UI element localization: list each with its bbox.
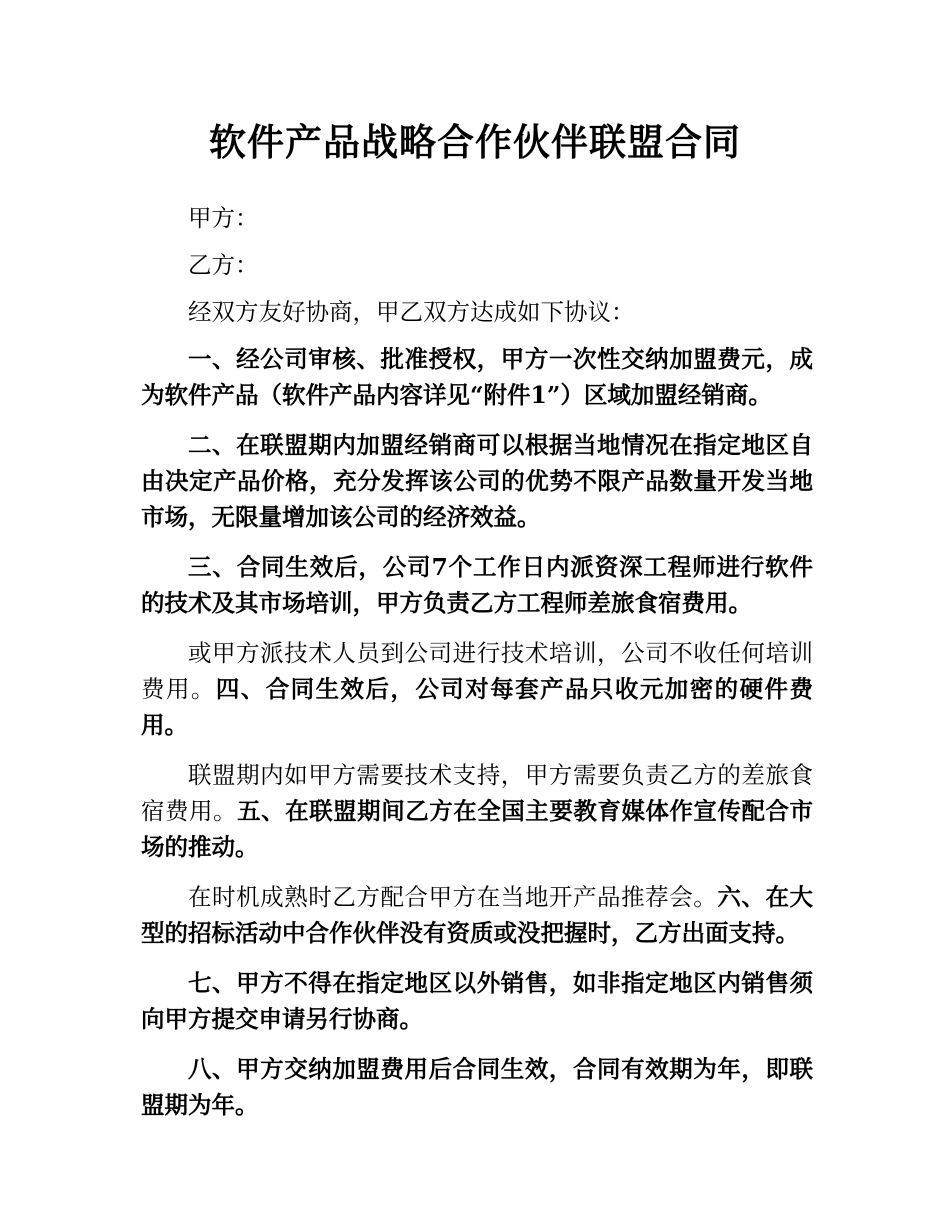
document-body bbox=[141, 200, 813, 1137]
party-a-line: 甲方： bbox=[188, 204, 259, 232]
training-text: 或甲方派技术人员到公司进行技术培训，公司不收任何培训费用。 bbox=[141, 639, 813, 703]
clause-7: 七、甲方不得在指定地区以外销售，如非指定地区内销售须向甲方提交申请另行协商。 bbox=[141, 969, 813, 1033]
document-title: 软件产品战略合作伙伴联盟合同 bbox=[209, 120, 741, 164]
paragraph-promo bbox=[141, 879, 813, 951]
clause-8: 八、甲方交纳加盟费用后合同生效，合同有效期为年，即联盟期为年。 bbox=[141, 1055, 813, 1119]
clause-6: 六、在大型的招标活动中合作伙伴没有资质或没把握时，乙方出面支持。 bbox=[141, 883, 814, 947]
party-b-line: 乙方： bbox=[188, 251, 259, 279]
clause-2: 二、在联盟期内加盟经销商可以根据当地情况在指定地区自由决定产品价格，充分发挥该公司的优势不限产品数量开发当地市场，无限量增加该公司的经济效益。 bbox=[141, 431, 813, 531]
paragraph-training bbox=[141, 635, 813, 743]
clause-1: 一、经公司审核、批准授权，甲方一次性交纳加盟费元，成为软件产品（软件产品内容详见“附件1”）区域加盟经销商。 bbox=[141, 345, 813, 409]
intro-paragraph: 经双方友好协商，甲乙双方达成如下协议： bbox=[188, 298, 635, 326]
clause-3: 三、合同生效后，公司7个工作日内派资深工程师进行软件的技术及其市场培训，甲方负责乙方工程师差旅食宿费用。 bbox=[141, 553, 813, 617]
clause-5: 五、在联盟期间乙方在全国主要教育媒体作宣传配合市场的推动。 bbox=[141, 797, 814, 861]
clause-4: 四、合同生效后，公司对每套产品只收元加密的硬件费用。 bbox=[141, 675, 814, 739]
promo-text: 在时机成熟时乙方配合甲方在当地开产品推荐会。 bbox=[188, 883, 718, 911]
paragraph-support bbox=[141, 757, 813, 865]
support-text: 联盟期内如甲方需要技术支持，甲方需要负责乙方的差旅食宿费用。 bbox=[141, 761, 813, 825]
